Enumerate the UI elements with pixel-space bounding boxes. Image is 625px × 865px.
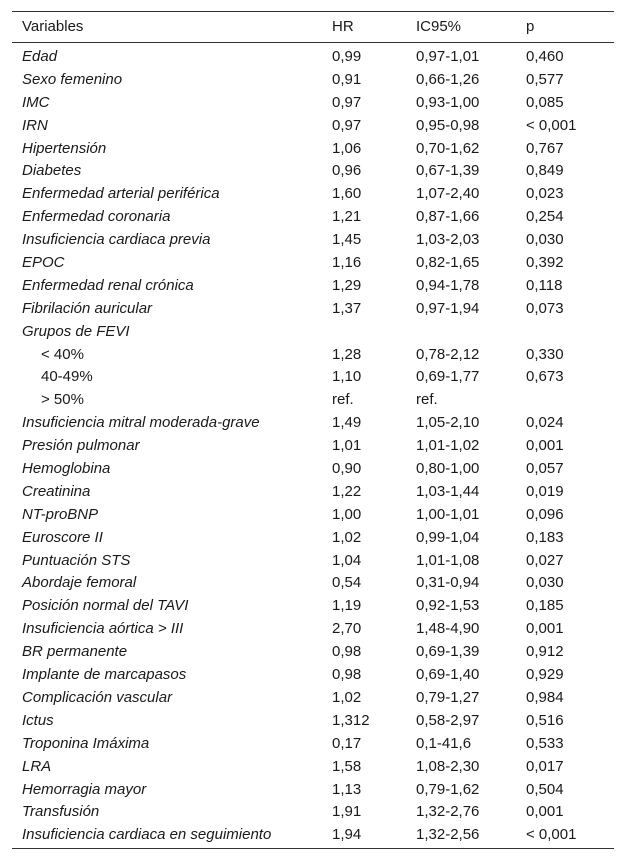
variable-cell: Implante de marcapasos — [22, 666, 187, 684]
p-cell: 0,516 — [526, 711, 564, 729]
ci-cell: 0,78-2,12 — [416, 345, 480, 363]
table-row — [12, 458, 614, 481]
table-row — [12, 160, 614, 183]
variable-cell: Enfermedad arterial periférica — [22, 185, 220, 203]
ci-cell: 0,67-1,39 — [416, 162, 480, 180]
ci-cell: 0,93-1,00 — [416, 93, 480, 111]
ci-cell: 1,01-1,08 — [416, 551, 480, 569]
p-cell: 0,254 — [526, 208, 564, 226]
p-cell: 0,001 — [526, 437, 564, 455]
table-row — [12, 92, 614, 115]
p-cell: 0,185 — [526, 597, 564, 615]
hr-cell: 0,98 — [332, 643, 362, 661]
table-row — [12, 435, 614, 458]
ci-cell: 0,69-1,39 — [416, 643, 480, 661]
variable-cell: Diabetes — [22, 162, 82, 180]
ci-cell: 1,48-4,90 — [416, 620, 480, 638]
hr-cell: 0,97 — [332, 116, 362, 134]
table-row — [12, 321, 614, 344]
ci-cell: 0,1-41,6 — [416, 734, 472, 752]
p-cell: 0,017 — [526, 757, 564, 775]
variable-cell: Insuficiencia cardiaca en seguimiento — [22, 826, 272, 844]
variable-cell: 40-49% — [41, 368, 93, 386]
variable-cell: Enfermedad coronaria — [22, 208, 171, 226]
header-variables: Variables — [22, 18, 84, 35]
variable-cell: Hemorragia mayor — [22, 780, 147, 798]
hr-cell: 1,60 — [332, 185, 362, 203]
p-cell: 0,085 — [526, 93, 564, 111]
p-cell: 0,392 — [526, 254, 564, 272]
variable-cell: Transfusión — [22, 803, 100, 821]
p-cell: 0,912 — [526, 643, 564, 661]
hr-cell: 0,90 — [332, 460, 362, 478]
ci-cell: 0,80-1,00 — [416, 460, 480, 478]
hr-cell: 1,45 — [332, 231, 362, 249]
table-row — [12, 229, 614, 252]
ci-cell: 0,95-0,98 — [416, 116, 480, 134]
hr-cell: 1,91 — [332, 803, 362, 821]
hr-cell: 1,02 — [332, 688, 362, 706]
p-cell: 0,030 — [526, 574, 564, 592]
variable-cell: Sexo femenino — [22, 70, 123, 88]
table-row — [12, 344, 614, 367]
ci-cell: 0,58-2,97 — [416, 711, 480, 729]
table-header — [12, 12, 614, 43]
variable-cell: EPOC — [22, 254, 65, 272]
table-row — [12, 710, 614, 733]
table-row — [12, 206, 614, 229]
p-cell: < 0,001 — [526, 826, 577, 844]
p-cell: 0,533 — [526, 734, 564, 752]
variable-cell: Posición normal del TAVI — [22, 597, 189, 615]
variable-cell: > 50% — [41, 391, 84, 409]
ci-cell: 1,32-2,56 — [416, 826, 480, 844]
ci-cell: 0,79-1,27 — [416, 688, 480, 706]
p-cell: 0,073 — [526, 299, 564, 317]
p-cell: 0,001 — [526, 620, 564, 638]
hr-cell: 1,06 — [332, 139, 362, 157]
variable-cell: Insuficiencia mitral moderada-grave — [22, 414, 260, 432]
table-row — [12, 275, 614, 298]
table-row — [12, 550, 614, 573]
ci-cell: 0,69-1,40 — [416, 666, 480, 684]
table-row — [12, 801, 614, 824]
variable-cell: IMC — [22, 93, 50, 111]
hr-cell: 1,37 — [332, 299, 362, 317]
ci-cell: 0,97-1,94 — [416, 299, 480, 317]
p-cell: 0,019 — [526, 482, 564, 500]
variable-cell: Fibrilación auricular — [22, 299, 153, 317]
table-row — [12, 527, 614, 550]
ci-cell: 0,79-1,62 — [416, 780, 480, 798]
p-cell: 0,929 — [526, 666, 564, 684]
header-ci: IC95% — [416, 18, 462, 35]
hr-cell: 1,04 — [332, 551, 362, 569]
p-cell: 0,767 — [526, 139, 564, 157]
table-body — [12, 43, 614, 848]
variable-cell: Abordaje femoral — [22, 574, 137, 592]
variable-cell: Grupos de FEVI — [22, 322, 130, 340]
ci-cell: 0,69-1,77 — [416, 368, 480, 386]
table-row — [12, 298, 614, 321]
variable-cell: Insuficiencia aórtica > III — [22, 620, 184, 638]
hr-cell: 0,54 — [332, 574, 362, 592]
variable-cell: Ictus — [22, 711, 54, 729]
hr-cell: 1,10 — [332, 368, 362, 386]
variable-cell: NT-proBNP — [22, 505, 99, 523]
table-row — [12, 572, 614, 595]
table-row — [12, 115, 614, 138]
ci-cell: 0,82-1,65 — [416, 254, 480, 272]
p-cell: 0,030 — [526, 231, 564, 249]
variable-cell: Insuficiencia cardiaca previa — [22, 231, 211, 249]
hr-cell: 0,91 — [332, 70, 362, 88]
table-row — [12, 252, 614, 275]
ci-cell: 0,97-1,01 — [416, 48, 480, 65]
ci-cell: 1,08-2,30 — [416, 757, 480, 775]
table-row — [12, 183, 614, 206]
table-row — [12, 756, 614, 779]
hr-cell: 1,94 — [332, 826, 362, 844]
table-row — [12, 366, 614, 389]
hr-cell: 0,99 — [332, 48, 362, 65]
hr-cell: 0,96 — [332, 162, 362, 180]
variable-cell: Puntuación STS — [22, 551, 131, 569]
table-row — [12, 779, 614, 802]
table-row — [12, 664, 614, 687]
hr-cell: 1,00 — [332, 505, 362, 523]
ci-cell: 0,94-1,78 — [416, 276, 480, 294]
p-cell: 0,118 — [526, 276, 563, 294]
hr-cell: 1,29 — [332, 276, 362, 294]
hr-cell: 0,98 — [332, 666, 362, 684]
hr-cell: 1,312 — [332, 711, 370, 729]
ci-cell: 0,31-0,94 — [416, 574, 480, 592]
p-cell: 0,057 — [526, 460, 564, 478]
variable-cell: < 40% — [41, 345, 84, 363]
table-row — [12, 687, 614, 710]
hr-cell: 1,58 — [332, 757, 362, 775]
hr-cell: 1,02 — [332, 528, 362, 546]
p-cell: 0,849 — [526, 162, 564, 180]
p-cell: 0,330 — [526, 345, 564, 363]
ci-cell: 0,70-1,62 — [416, 139, 480, 157]
ci-cell: 1,03-1,44 — [416, 482, 480, 500]
ci-cell: 1,03-2,03 — [416, 231, 480, 249]
ci-cell: 1,07-2,40 — [416, 185, 480, 203]
table-row — [12, 481, 614, 504]
hr-cell: 1,01 — [332, 437, 362, 455]
p-cell: 0,183 — [526, 528, 564, 546]
ci-cell: 1,01-1,02 — [416, 437, 480, 455]
table-row — [12, 641, 614, 664]
p-cell: 0,984 — [526, 688, 564, 706]
p-cell: 0,023 — [526, 185, 564, 203]
header-p: p — [526, 18, 535, 35]
p-cell: 0,027 — [526, 551, 564, 569]
p-cell: 0,460 — [526, 48, 564, 65]
table-row — [12, 389, 614, 412]
table-row — [12, 138, 614, 161]
p-cell: 0,024 — [526, 414, 564, 432]
variable-cell: Euroscore II — [22, 528, 103, 546]
p-cell: 0,096 — [526, 505, 564, 523]
table-row — [12, 595, 614, 618]
table-row — [12, 824, 614, 847]
table-row — [12, 69, 614, 92]
hazard-ratio-table — [12, 11, 614, 849]
hr-cell: 1,21 — [332, 208, 362, 226]
hr-cell: ref. — [332, 391, 354, 409]
variable-cell: BR permanente — [22, 643, 128, 661]
ci-cell: 0,66-1,26 — [416, 70, 480, 88]
table-row — [12, 733, 614, 756]
ci-cell: 1,00-1,01 — [416, 505, 480, 523]
p-cell: 0,577 — [526, 70, 564, 88]
hr-cell: 1,13 — [332, 780, 362, 798]
hr-cell: 1,22 — [332, 482, 362, 500]
variable-cell: LRA — [22, 757, 52, 775]
ci-cell: 0,92-1,53 — [416, 597, 480, 615]
hr-cell: 0,17 — [332, 734, 362, 752]
table-row — [12, 46, 614, 69]
table-row — [12, 504, 614, 527]
hr-cell: 0,97 — [332, 93, 362, 111]
table-row — [12, 412, 614, 435]
variable-cell: IRN — [22, 116, 48, 134]
variable-cell: Hemoglobina — [22, 460, 111, 478]
hr-cell: 2,70 — [332, 620, 362, 638]
p-cell: 0,673 — [526, 368, 564, 386]
variable-cell: Hipertensión — [22, 139, 107, 157]
ci-cell: 0,87-1,66 — [416, 208, 480, 226]
p-cell: 0,504 — [526, 780, 564, 798]
ci-cell: 0,99-1,04 — [416, 528, 480, 546]
hr-cell: 1,28 — [332, 345, 362, 363]
ci-cell: 1,32-2,76 — [416, 803, 480, 821]
hr-cell: 1,49 — [332, 414, 362, 432]
header-hr: HR — [332, 18, 354, 35]
variable-cell: Creatinina — [22, 482, 91, 500]
ci-cell: 1,05-2,10 — [416, 414, 480, 432]
variable-cell: Enfermedad renal crónica — [22, 276, 194, 294]
variable-cell: Troponina Imáxima — [22, 734, 150, 752]
p-cell: 0,001 — [526, 803, 564, 821]
ci-cell: ref. — [416, 391, 438, 409]
table-row — [12, 618, 614, 641]
variable-cell: Complicación vascular — [22, 688, 173, 706]
hr-cell: 1,16 — [332, 254, 362, 272]
variable-cell: Edad — [22, 48, 58, 65]
hr-cell: 1,19 — [332, 597, 362, 615]
p-cell: < 0,001 — [526, 116, 577, 134]
variable-cell: Presión pulmonar — [22, 437, 140, 455]
